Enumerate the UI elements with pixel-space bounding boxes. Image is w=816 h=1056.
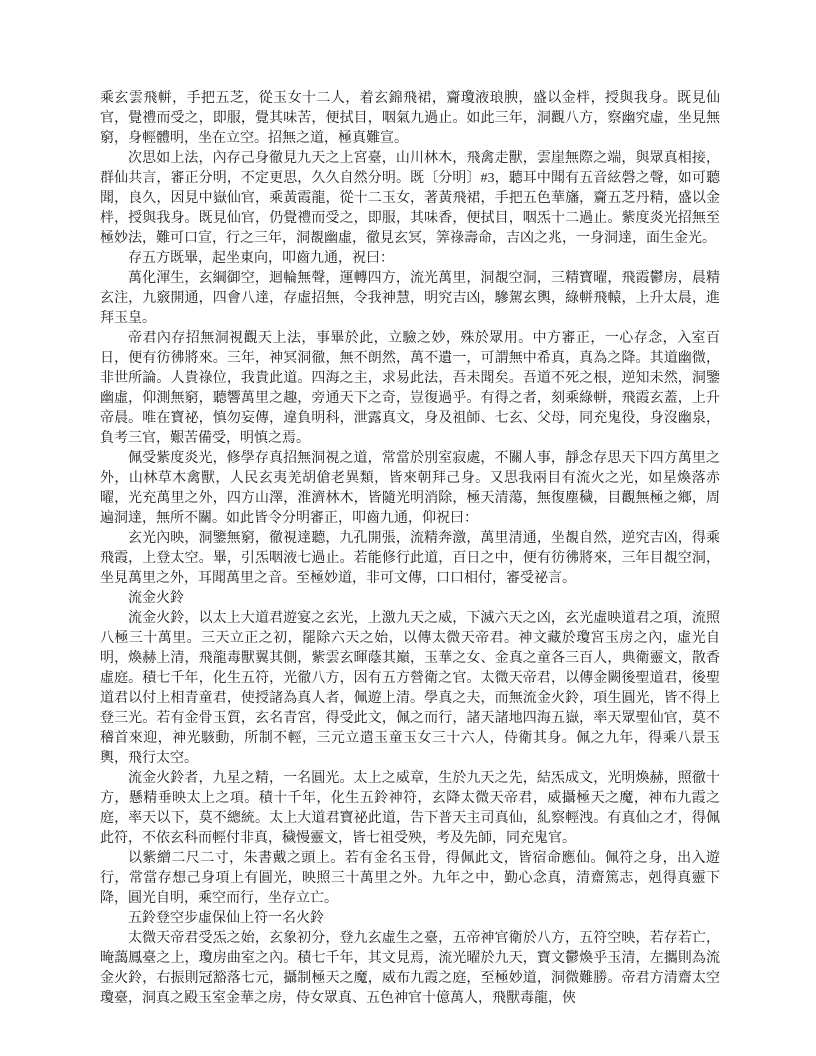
paragraph: 流金火鈴者，九星之精，一名圓光。太上之威章，生於九天之先，結炁成文，光明煥赫，照徹十方，懸精垂映太上之項。積十千年，化生五鈴神符，玄降太微天帝君，威攝極天之魔，神布九霞之庭，率天以下，莫不總統。太上大道君寶祕此道，告下普天主司真仙，糺察輕洩。有真仙之才，得佩此符，不依玄科而輕付非真，穢慢靈文，皆七祖受殃，考及先師，同充鬼官。	[100, 771, 720, 846]
section-heading: 流金火鈴	[128, 591, 184, 606]
paragraph: 帝君內存招無洞視觀天上法，事畢於此，立驗之妙，殊於眾用。中方審正，一心存念，入室百日，便有彷彿將來。三年，神冥洞徹，無不朗然，萬不遺一，可謂無中希真，真為之降。其道幽微，非世所論。人貴祿位，我貴此道。四海之主，求易此法，吾未聞矣。吾道不死之根，逆知未然，洞鑒幽虛，仰測無窮，聽響萬里之趣，旁通天下之奇，豈復過乎。有得之者，刻乘綠軿，飛霞玄蓋，上升帝晨。唯在寶祕，慎勿妄傳，違負明科，泄露真文，身及祖師、七玄、父母，同充鬼役，身沒幽泉，負考三官，艱苦備受，明慎之焉。	[100, 331, 720, 446]
document-body	[100, 89, 720, 1009]
paragraph: 存五方既畢，起坐東向，叩齒九通，祝曰：	[128, 251, 394, 266]
section-heading: 五鈴登空步虛保仙上符一名火鈴	[128, 911, 324, 926]
paragraph: 以紫繒二尺二寸，朱書戴之頭上。若有金名玉骨，得佩此文，皆宿命應仙。佩符之身，出入遊行，常當存想己身項上有圓光，映照三十萬里之外。九年之中，勤心念真，清齋篤志，剋得真靈下降，圓光自明，乘空而行，坐存立亡。	[100, 851, 720, 906]
paragraph: 玄光內映，洞鑒無窮，徹視達聽，九孔開張，流精奔激，萬里清通，坐覩自然，逆究吉凶，得乘飛霞，上登太空。畢，引炁咽液七過止。若能修行此道，百日之中，便有彷彿將來，三年目覩空洞，坐見萬里之外，耳聞萬里之音。至極妙道，非可文傳，口口相付，審受祕言。	[100, 531, 720, 586]
paragraph: 太微天帝君受炁之始，玄象初分，登九玄虛生之臺，五帝神官衛於八方，五符空映，若存若亡，晻藹鳳臺之上，瓊房曲室之內。積七千年，其文見焉，流光曜於九天，寶文鬱煥乎玉清，左攜則為流金火鈴，右振則冠豁落七元，攝制極天之魔，威布九霞之庭，至極妙道，洞微難勝。帝君方清齋太空瓊臺，洞真之殿玉室金華之房，侍女眾真、五色神官十億萬人，飛獸毒龍，俠	[100, 931, 720, 1006]
paragraph: 萬化渾生，玄綱御空，迴輪無聲，運轉四方，流光萬里，洞覩空洞，三精寶曜，飛霞鬱房，晨精玄注，九竅開通，四會八達，存虛招無，令我神慧，明究吉凶，驂駕玄輿，綠軿飛轅，上升太晨，進拜玉皇。	[100, 271, 720, 326]
paragraph: 乘玄雲飛軿，手把五芝，從玉女十二人，着玄錦飛裙，齎瓊液琅腴，盛以金柈，授與我身。既見仙官，覺禮而受之，即服，覺其味苦，便拭目，咽氣九過止。如此三年，洞觀八方，察幽究虛，坐見無窮，身輕體明，坐在立空。招無之道，極真難宣。	[100, 91, 720, 146]
paragraph: 次思如上法，內存己身徹見九天之上宮臺，山川林木，飛禽走獸，雲崖無際之端，與眾真相接，群仙共言，審正分明，不定更思，久久自然分明。既〔分明〕#3，聽耳中聞有五音絃磬之聲，如可聽聞，良久，因見中嶽仙官，乘黃霞龍，從十二玉女，著黃飛裙，手把五色華旛，齎五芝丹精，盛以金柈，授與我身。既見仙官，仍覺禮而受之，即服，其味香，便拭目，咽炁十二過止。紫度炎光招無至極妙法，難可口宣，行之三年，洞覩幽虛，徹見玄冥，筭祿壽命，吉凶之兆，一身洞達，面生金光。	[100, 151, 720, 246]
paragraph: 佩受紫度炎光，修學存真招無洞視之道，常當於別室寂處，不關人事，靜念存思天下四方萬里之外，山林草木禽獸，人民玄夷羌胡傖老異類，皆來朝拜己身。又思我兩目有流火之光，如星煥落赤曜，光充萬里之外，四方山澤，淮濟林木，皆隨光明消除，極天清蕩，無復塵穢，目觀無極之鄉，周遍洞達，無所不關。如此皆令分明審正，叩齒九通，仰祝曰：	[100, 451, 720, 526]
paragraph: 流金火鈴，以太上大道君遊宴之玄光，上激九天之威，下滅六天之凶，玄光虛映道君之項，流照八極三十萬里。三天立正之初，罷除六天之始，以傳太微天帝君。神文藏於瓊宮玉房之內，虛光自明，煥赫上清，飛龍毒獸翼其側，紫雲玄暉蔭其巔，玉華之女、金真之童各三百人，典衛靈文，散香虛庭。積七千年，化生五符，光徹八方，因有五方營衛之官。太微天帝君，以傳金闕後聖道君，後聖道君以付上相青童君，使授諸為真人者，佩遊上清。學真之夫，而無流金火鈴，項生圓光，皆不得上登三光。若有金骨玉質，玄名青宮，得受此文，佩之而行，諸天諸地四海五嶽，率天眾聖仙官，莫不稽首來迎，神光駭動，所制不輕，三元立遣玉童玉女三十六人，侍衛其身。佩之九年，得乘八景玉輿，飛行太空。	[100, 611, 720, 766]
